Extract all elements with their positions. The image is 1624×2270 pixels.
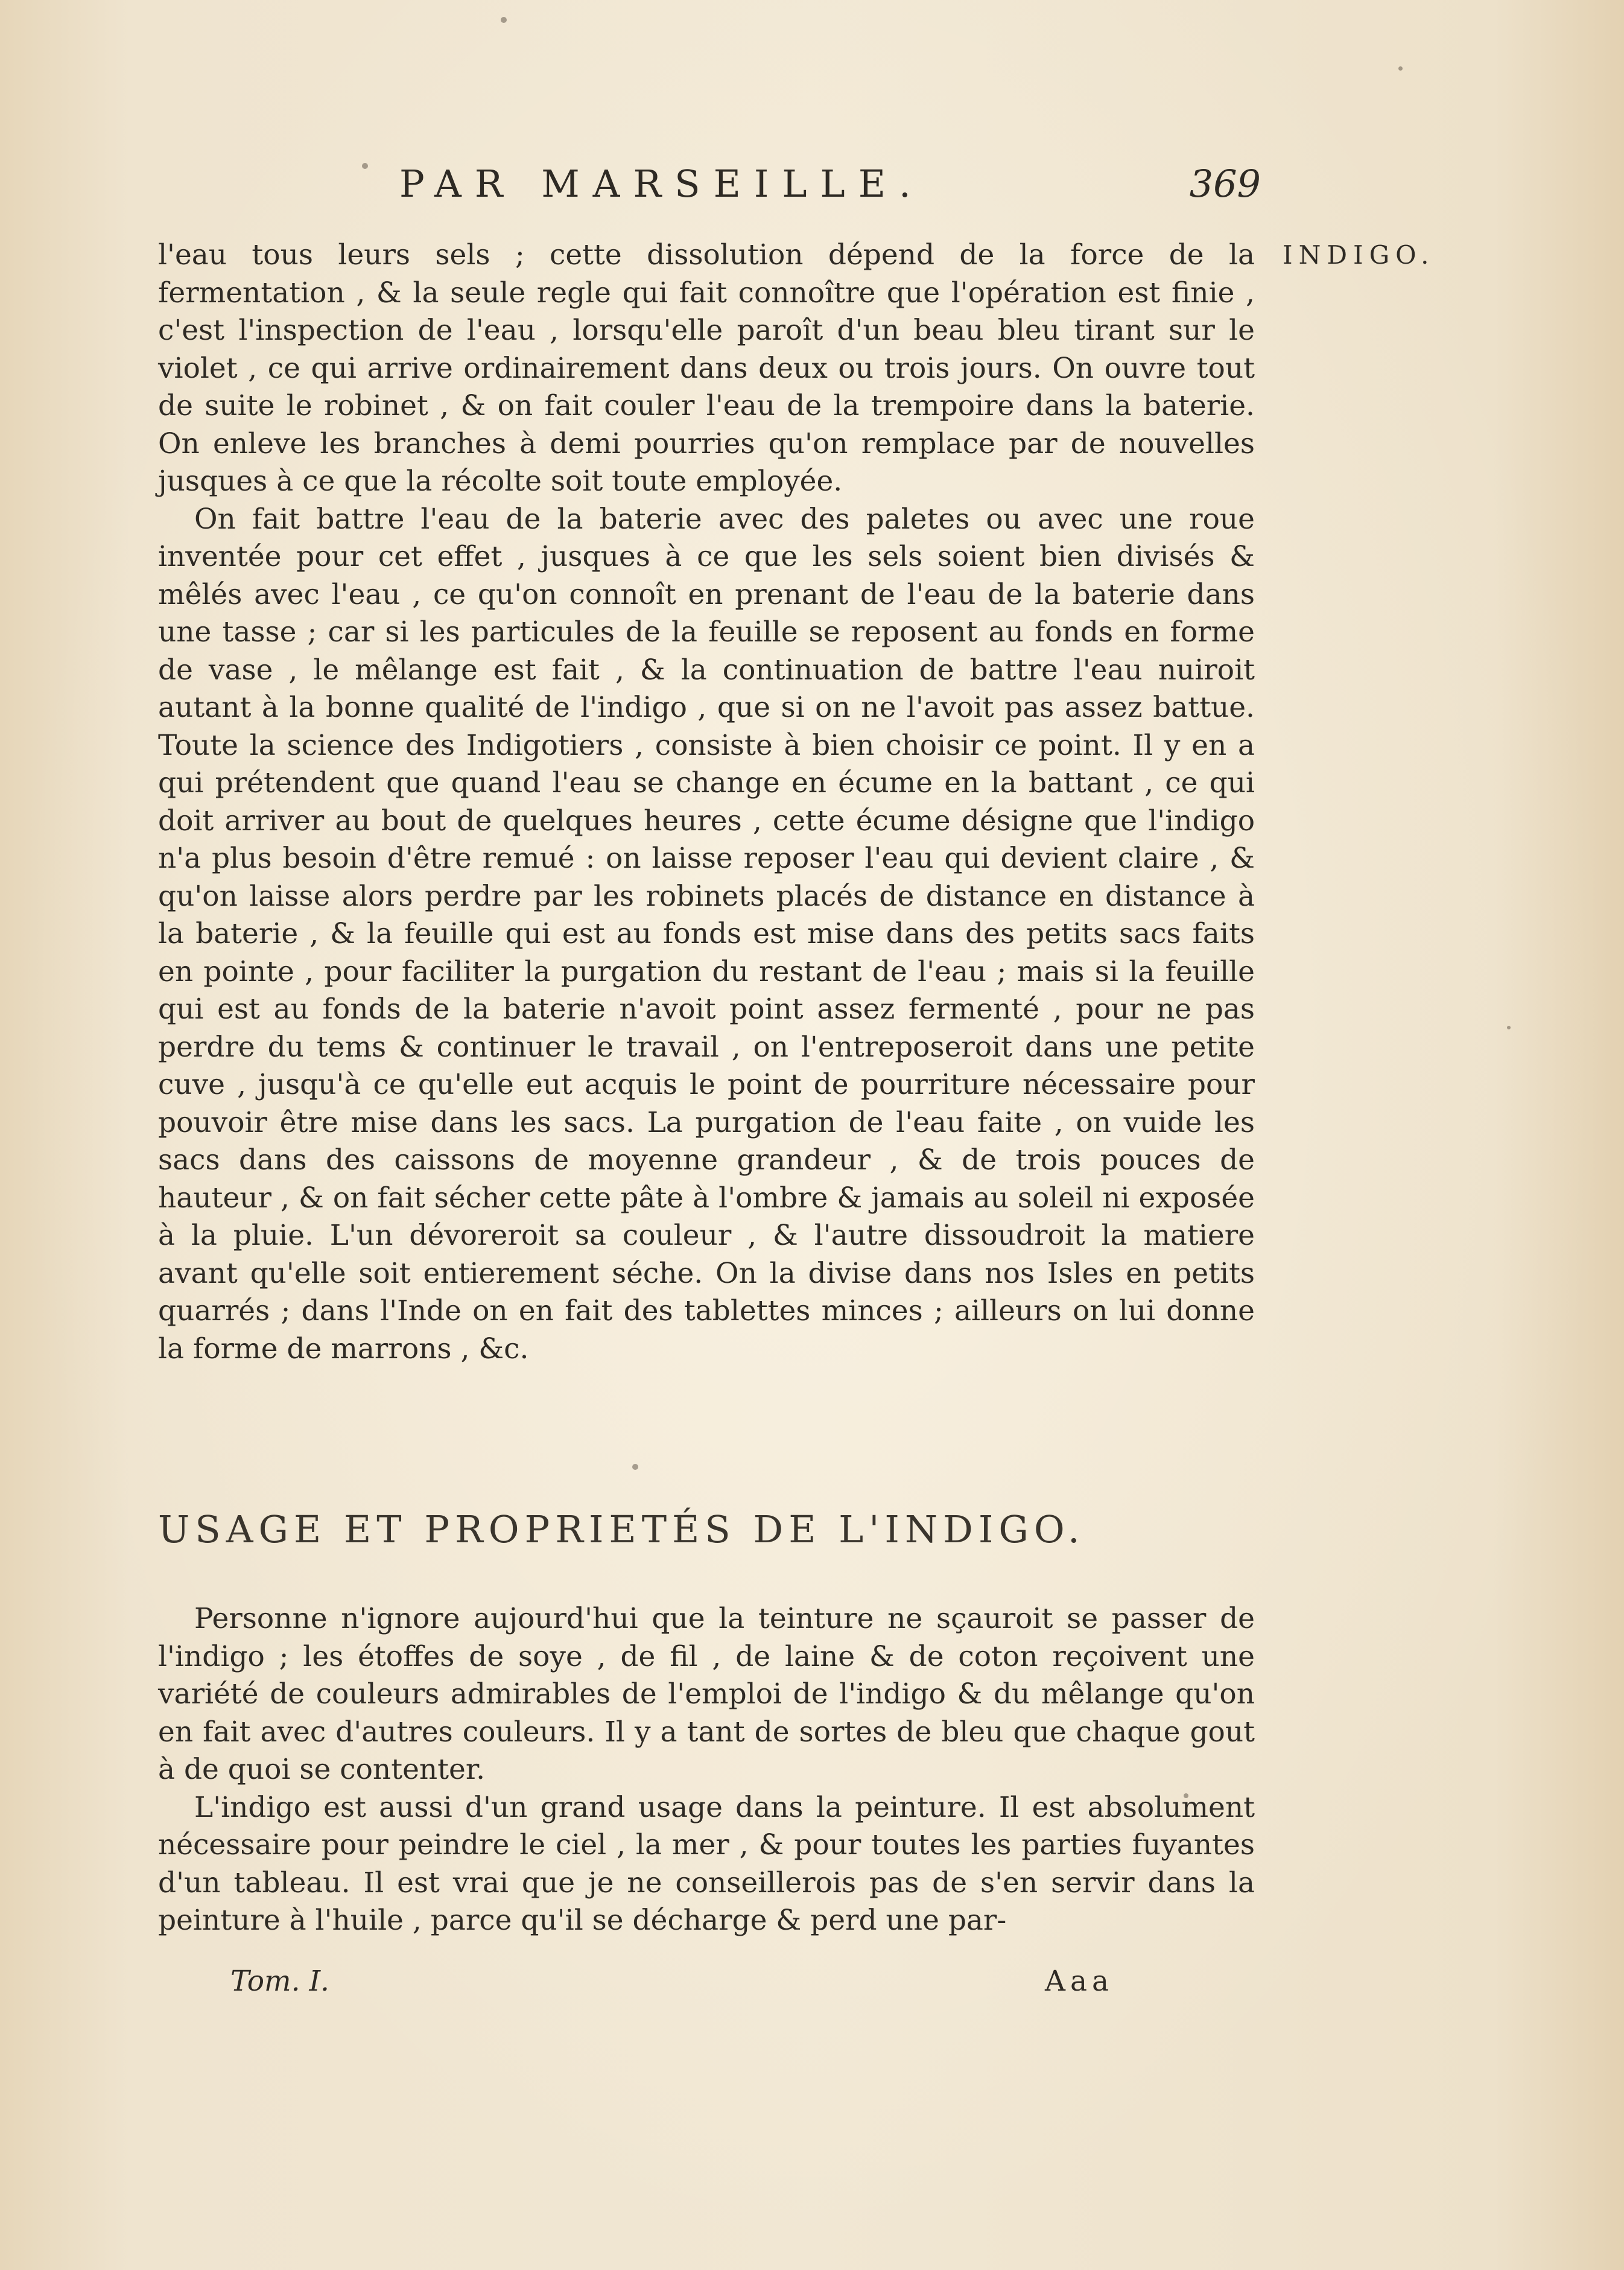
running-head: PAR MARSEILLE. xyxy=(399,162,924,206)
paper-speck xyxy=(1184,1793,1188,1798)
paragraph: On fait battre l'eau de la baterie avec des paletes ou avec une roue inventée pour cet effet , jusques à ce que les sels soient bien divisés & mêlés avec l'eau , ce qu'on connoît en prenant de l'eau de la baterie dans une tasse ; car si les particules de la feuille se reposent au fonds en forme de vase , le mêlange est fait , & la continuation de battre l'eau nuiroit autant à la bonne qualité de l'indigo , que si on ne l'avoit pas assez battue. Toute la science des Indigotiers , consiste à bien choisir ce point. Il y en a qui prétendent que quand l'eau se change en écume en la battant , ce qui doit arriver au bout de quelques heures , cette écume désigne que l'indigo n'a plus besoin d'être remué : on laisse reposer l'eau qui devient claire , & qu'on laisse alors perdre par les robinets placés de distance en distance à la baterie , & la feuille qui est au fonds est mise dans des petits sacs faits en pointe , pour faciliter la purgation du restant de l'eau ; mais si la feuille qui est au fonds de la baterie n'avoit point assez fermenté , pour ne pas perdre du tems & continuer le travail , on l'entreposeroit dans une petite cuve , jusqu'à ce qu'elle eut acquis le point de pourriture nécessaire pour pouvoir être mise dans les sacs. La purgation de l'eau faite , on vuide les sacs dans des caissons de moyenne grandeur , & de trois pouces de hauteur , & on fait sécher cette pâte à l'ombre & jamais au soleil ni exposée à la pluie. L'un dévoreroit sa couleur , & l'autre dissoudroit la matiere avant qu'elle soit entierement séche. On la divise dans nos Isles en petits quarrés ; dans l'Inde on en fait des tablettes minces ; ailleurs on lui donne la forme de marrons , &c. xyxy=(158,502,1255,1365)
margin-note: INDIGO. xyxy=(1283,240,1435,270)
section-heading: USAGE ET PROPRIETÉS DE L'INDIGO. xyxy=(158,1507,1085,1551)
paragraph: L'indigo est aussi d'un grand usage dans la peinture. Il est absolument nécessaire pour peindre le ciel , la mer , & pour toutes les parties fuyantes d'un tableau. Il est vrai que je ne conseillerois pas de s'en servir dans la peinture à l'huile , parce qu'il se décharge & perd une par- xyxy=(158,1790,1255,1937)
page-footer xyxy=(158,1965,1255,2007)
page-number: 369 xyxy=(1189,162,1261,206)
paper-speck xyxy=(1507,1026,1511,1029)
paper-speck xyxy=(362,163,368,169)
paragraph: Personne n'ignore aujourd'hui que la teinture ne sçauroit se passer de l'indigo ; les étoffes de soye , de fil , de laine & de coton reçoivent une variété de couleurs admirables de l'emploi de l'indigo & du mêlange qu'on en fait avec d'autres couleurs. Il y a tant de sortes de bleu que chaque gout à de quoi se contenter. xyxy=(158,1602,1255,1786)
volume-number: Tom. I. xyxy=(230,1965,329,1998)
paper-speck xyxy=(1398,66,1403,71)
printer-signature: Aaa xyxy=(1045,1965,1114,1998)
paper-speck xyxy=(501,17,507,23)
paragraph: l'eau tous leurs sels ; cette dissolution dépend de la force de la fermentation , & la seule regle qui fait connoître que l'opération est finie , c'est l'inspection de l'eau , lorsqu'elle paroît d'un beau bleu tirant sur le violet , ce qui arrive ordinairement dans deux ou trois jours. On ouvre tout de suite le robinet , & on fait couler l'eau de la trempoire dans la baterie. On enleve les branches à demi pourries qu'on remplace par de nouvelles jusques à ce que la récolte soit toute employée. xyxy=(158,238,1255,498)
body-text-upper xyxy=(158,237,1255,1368)
page-header xyxy=(158,162,1261,222)
paper-speck xyxy=(632,1464,638,1470)
body-text-lower xyxy=(158,1600,1255,1940)
